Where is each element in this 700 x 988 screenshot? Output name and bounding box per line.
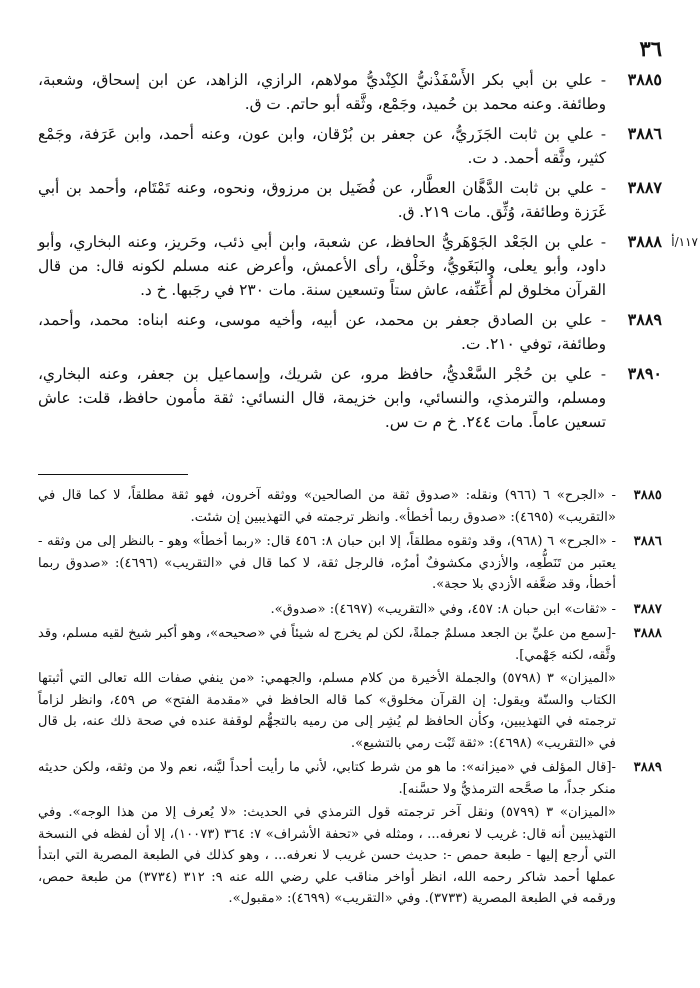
footnote-paragraph: -[سمع من عليِّ بن الجعد مسلمٌ جملةً، لكن لم يخرج له شيئاً في «صحيحه»، وهو أكبر شيخ لقيه مسلم، وقد وثَّقه، لكنه جَهْمي]. bbox=[38, 626, 616, 663]
footnote-number: ٣٨٨٧ bbox=[633, 601, 662, 617]
entry-number: ٣٨٩٠ bbox=[627, 364, 662, 383]
biography-entry bbox=[38, 308, 662, 356]
entry-number: ٣٨٨٨ bbox=[627, 232, 662, 251]
entry-text: - علي بن الصادق جعفر بن محمد، عن أبيه، وأخيه موسى، وعنه ابناه: محمد، وأحمد، وطائفة، توفي ٢١٠. ت. bbox=[38, 311, 606, 353]
footnote-paragraph: - «الجرح» ٦ (٩٦٨)، وقد وثقوه مطلقاً، إلا ابن حبان ٨: ٤٥٦ قال: «ربما أخطأ» وهو - بالنظر إلى من وثقه - يعتبر من تَنَطُّعِه، والأزدي مكشوفٌ أمرُه، فالرجل ثقة، لا كما قال في «التقريب» (٤٦٩٦): «صدوق ربما أخطأ، وقد ضعَّفه الأزدي بلا حجة». bbox=[38, 534, 617, 592]
entry-number: ٣٨٨٥ bbox=[627, 70, 662, 89]
footnote-paragraph: - «ثقات» ابن حبان ٨: ٤٥٧، وفي «التقريب» (٤٦٩٧): «صدوق». bbox=[270, 601, 616, 617]
footnote-paragraph: «الميزان» ٣ (٥٧٩٩) ونقل آخر ترجمته قول الترمذي في الحديث: «لا يُعرف إلا من هذا الوجه». وفي التهذيبين أنه قال: غريب لا نعرفه... ، ومثله في «تحفة الأشراف» ٧: ٣٦٤ (١٠٠٧٣)، إلا أن لفظه في النسخة التي أرجع إليها - طبعة حمص -: حديث حسن غريب لا نعرفه... ، وهو كذلك في الطبعة المصرية التي ابتدأ عملها أحمد شاكر رحمه الله، انظر أواخر مناقب علي رضي الله عنه ٩: ٣١٢ (٣٧٣٤) من طبعة حمص، ورقمه في الطبعة المصرية (٣٧٣٣). وفي «التقريب» (٤٦٩٩): «مقبول». bbox=[38, 805, 617, 906]
biography-entry bbox=[38, 122, 662, 170]
manuscript-folio-ref: ١١٧/أ bbox=[671, 235, 698, 249]
footnote-number: ٣٨٨٨ bbox=[633, 626, 662, 641]
entry-number: ٣٨٨٦ bbox=[627, 124, 662, 143]
footnote bbox=[38, 531, 662, 596]
footnote-paragraph: -[قال المؤلف في «ميزانه»: ما هو من شرط كتابي، لأني ما رأيت أحداً ليَّنه، نعم ولا من وثقه، ولكن حديثه منكر جداً، ما صحَّحه الترمذيُّ ولا حسَّنه]. bbox=[38, 760, 616, 797]
page-number: ٣٦ bbox=[639, 36, 662, 61]
footnote-number: ٣٨٨٩ bbox=[633, 760, 662, 775]
main-text bbox=[38, 68, 698, 434]
biography-entry bbox=[38, 68, 662, 116]
footnotes bbox=[38, 485, 662, 910]
entry-number: ٣٨٨٩ bbox=[627, 310, 662, 329]
entry-text: - علي بن حُجْر السَّعْديُّ، حافظ مرو، عن شريك، وإسماعيل بن جعفر، وعنه البخاري، ومسلم، والترمذي، والنسائي، وابن خزيمة، قال النسائي: ثقة مأمون حافظ، قلت: عاش تسعين عاماً. مات ٢٤٤. خ م ت س. bbox=[38, 365, 606, 431]
biography-entry bbox=[38, 176, 662, 224]
footnote-number: ٣٨٨٥ bbox=[633, 488, 662, 503]
entry-text: - علي بن ثابت الدَّهَّان العطَّار، عن فُضَيل بن مرزوق، ونحوه، وعنه تَمْتَام، وأحمد بن أبي غَرَزة وطائفة، وُثِّق. مات ٢١٩. ق. bbox=[38, 179, 606, 221]
entry-number: ٣٨٨٧ bbox=[627, 178, 662, 197]
footnote-number: ٣٨٨٦ bbox=[633, 534, 662, 549]
entry-text: - علي بن الجَعْد الجَوْهَريُّ الحافظ، عن شعبة، وابن أبي ذئب، وحَريز، وعنه البخاري، وأبو داود، وأبو يعلى، والبَغَويُّ، وخَلْق، رأى الأعمش، وأعرض عنه مسلم لكونه قال: من قال القرآن مخلوق لم أُعَنِّفه، عاش ستاً وتسعين سنة. مات ٢٣٠ في رجَبها. خ د. bbox=[38, 233, 606, 299]
footnote-separator bbox=[38, 474, 188, 475]
footnote bbox=[38, 485, 662, 528]
entry-text: - علي بن ثابت الجَزَريُّ، عن جعفر بن بُرْقان، وابن عون، وعنه أحمد، وابن عَرَفة، وجَمْع كثير، وثَّقه أحمد. د ت. bbox=[38, 125, 606, 167]
footnote-paragraph: «الميزان» ٣ (٥٧٩٨) والجملة الأخيرة من كلام مسلم، والجهمي: «من ينفي صفات الله تعالى التي أثبتها الكتاب والسنّة ويقول: إن القرآن مخلوق» كما قاله الحافظ في «مقدمة الفتح» ص ٤٥٩، وانظر لزاماً ترجمته في التهذيبين، وكأن الحافظ لم يُشِر إلى من رميه بالتجهُّم لوقفة عنده في صحة ذلك عنه، بل قال في «التقريب» (٤٦٩٨): «ثقة ثَبْت رمي بالتشيع». bbox=[38, 671, 617, 751]
footnote bbox=[38, 623, 662, 754]
footnote-paragraph: - «الجرح» ٦ (٩٦٦) ونقله: «صدوق ثقة من الصالحين» ووثقه آخرون، فهو ثقة مطلقاً، لا كما قال في «التقريب» (٤٦٩٥): «صدوق ربما أخطأ». وانظر ترجمته في التهذيبين إن شئت. bbox=[38, 488, 616, 525]
footnote bbox=[38, 757, 662, 910]
footnote bbox=[38, 599, 662, 621]
biography-entry bbox=[38, 230, 698, 302]
biography-entry bbox=[38, 362, 662, 434]
entry-text: - علي بن أبي بكر الأَسْفَذْنيُّ الكِنْديُّ مولاهم، الرازي، الزاهد، عن ابن إسحاق، وشعبة، وطائفة. وعنه محمد بن حُميد، وجَمْع، وثَّقه أبو حاتم. ت ق. bbox=[38, 71, 606, 113]
